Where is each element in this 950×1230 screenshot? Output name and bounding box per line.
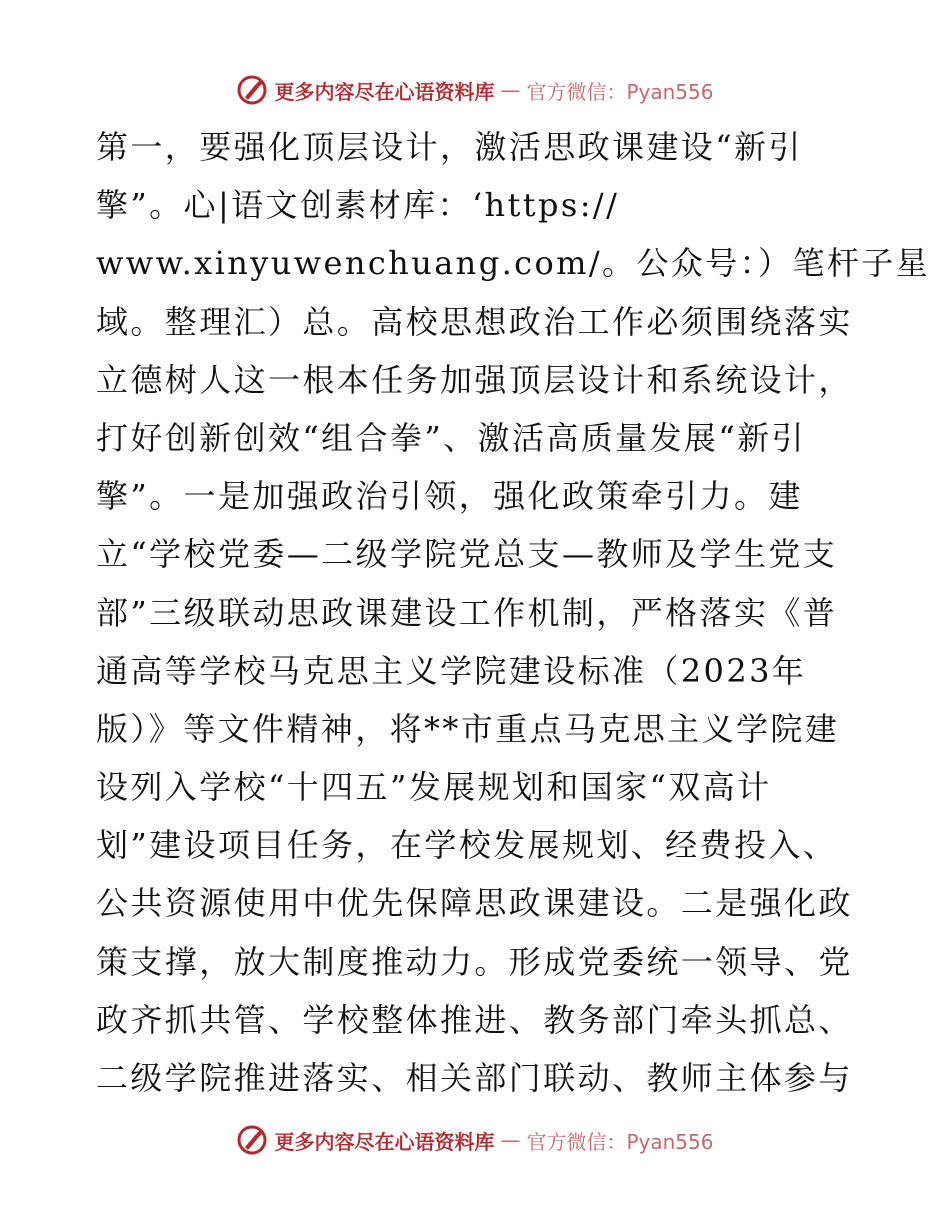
footer-banner: [0, 1120, 950, 1160]
body-line: www.xinyuwenchuang.com/。公众号：）笔杆子星: [96, 244, 931, 283]
body-line: 政齐抓共管、学校整体推进、教务部门牵头抓总、: [96, 1000, 853, 1039]
body-line: 二级学院推进落实、相关部门联动、教师主体参与: [96, 1059, 853, 1097]
body-line: 通高等学校马克思主义学院建设标准（2023年: [96, 651, 807, 690]
body-line: 擎”。心|语文创素材库：‘https://: [96, 186, 620, 225]
footer-wechat-text: 官方微信：Pyan556: [526, 1129, 714, 1154]
body-line: 立“学校党委—二级学院党总支—教师及学生党支: [96, 535, 838, 574]
body-line: 第一，要强化顶层设计，激活思政课建设“新引: [96, 128, 803, 166]
document-body: [96, 118, 931, 1107]
body-line: 公共资源使用中优先保障思政课建设。二是强化政: [96, 884, 853, 923]
body-line: 策支撑，放大制度推动力。形成党委统一领导、党: [96, 942, 853, 981]
body-line: 域。整理汇）总。高校思想政治工作必须围绕落实: [96, 302, 853, 341]
pen-circle-logo-icon: [236, 1124, 268, 1156]
body-line: 打好创新创效“组合拳”、激活高质量发展“新引: [96, 418, 806, 457]
header-wechat-text: 官方微信：Pyan556: [526, 79, 714, 104]
footer-dash: —: [500, 1128, 521, 1152]
header-dash: —: [500, 78, 521, 102]
header-banner: [0, 70, 950, 110]
body-line: 划”建设项目任务，在学校发展规划、经费投入、: [96, 826, 838, 865]
body-line: 设列入学校“十四五”发展规划和国家“双高计: [96, 768, 772, 807]
body-line: 部”三级联动思政课建设工作机制，严格落实《普: [96, 593, 838, 632]
body-line: 立德树人这一根本任务加强顶层设计和系统设计，: [96, 360, 853, 399]
pen-circle-logo-icon: [236, 74, 268, 106]
body-line: 擎”。一是加强政治引领，强化政策牵引力。建: [96, 477, 803, 516]
footer-brand-text: 更多内容尽在心语资料库: [274, 1129, 495, 1154]
body-line: 版）》等文件精神，将**市重点马克思主义学院建: [96, 709, 840, 748]
header-brand-text: 更多内容尽在心语资料库: [274, 79, 495, 104]
